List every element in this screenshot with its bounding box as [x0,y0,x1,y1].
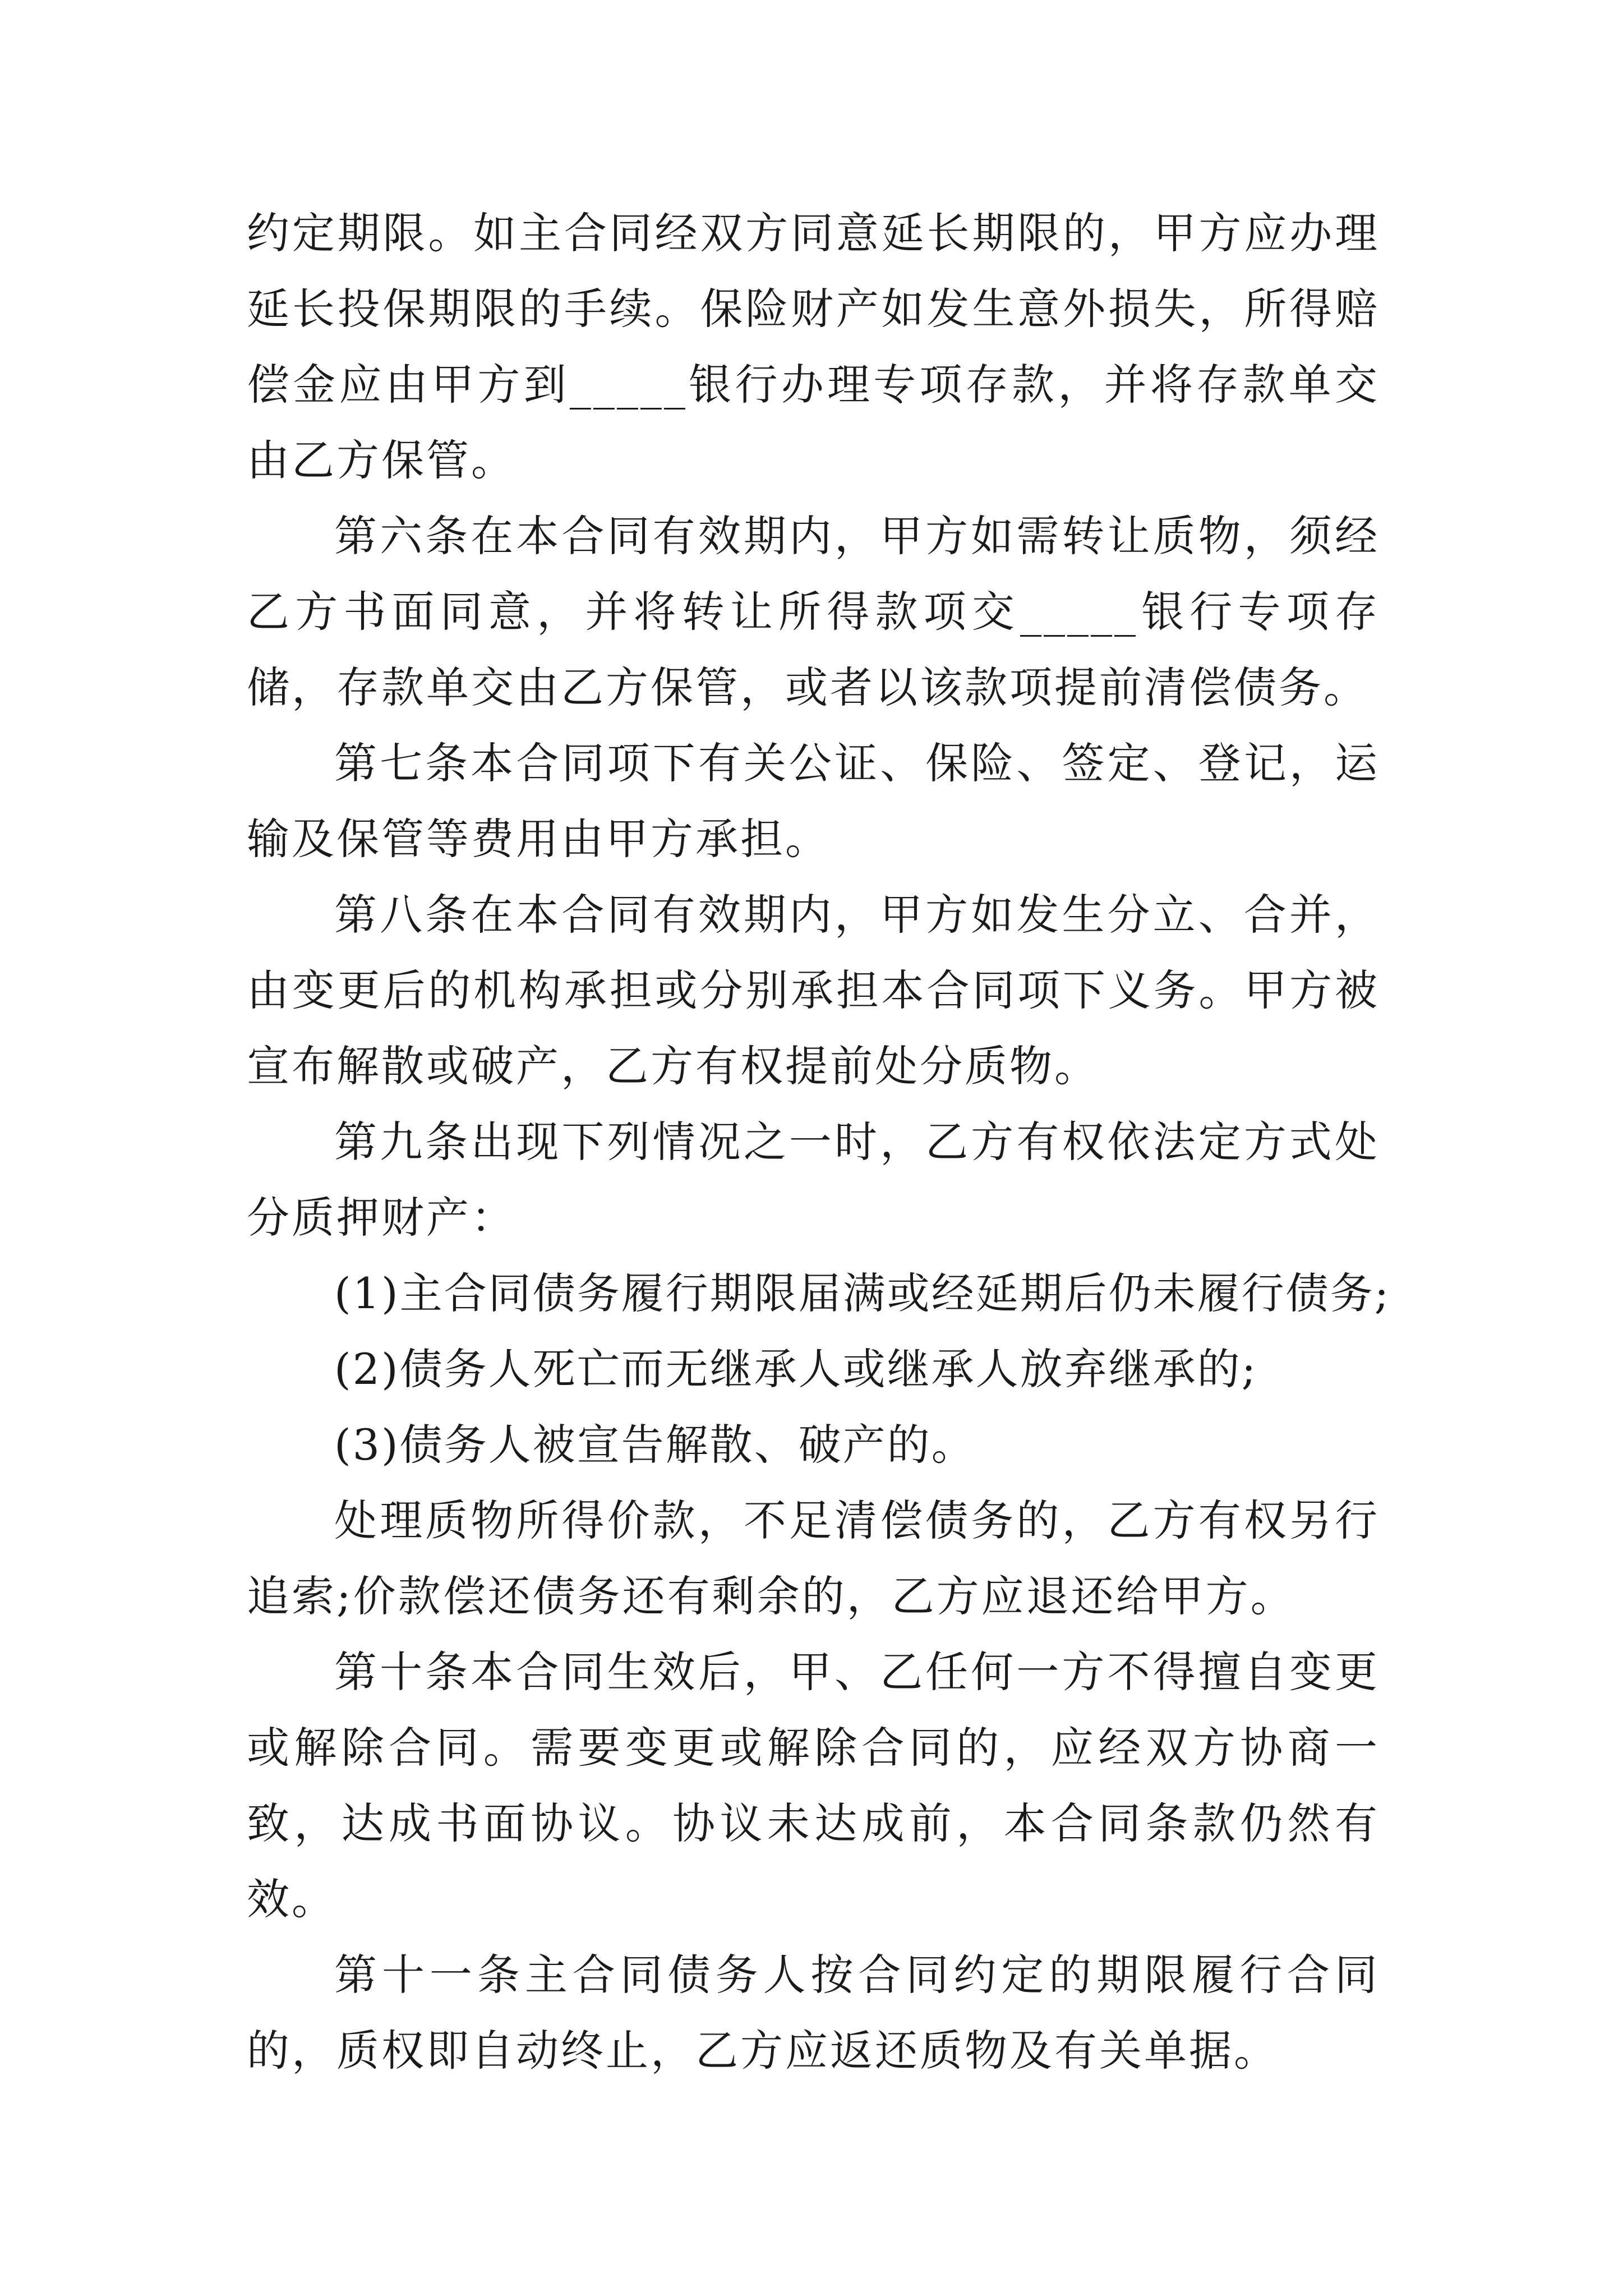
list-item-3: (3)债务人被宣告解散、破产的。 [334,1420,976,1470]
paragraph-article-10: 第十条本合同生效后，甲、乙任何一方不得擅自变更或解除合同。需要变更或解除合同的，应经双方协商一致，达成书面协议。协议未达成前，本合同条款仍然有效。 [247,1647,1380,1924]
paragraph-article-7: 第七条本合同项下有关公证、保险、签定、登记，运输及保管等费用由甲方承担。 [247,738,1380,864]
paragraph-article-8: 第八条在本合同有效期内，甲方如发生分立、合并，由变更后的机构承担或分别承担本合同项下义务。甲方被宣布解散或破产，乙方有权提前处分质物。 [247,890,1380,1091]
paragraph-article-6: 第六条在本合同有效期内，甲方如需转让质物，须经乙方书面同意，并将转让所得款项交_____银行专项存储，存款单交由乙方保管，或者以该款项提前清偿债务。 [247,511,1380,712]
list-item-1: (1)主合同债务履行期限届满或经延期后仍未履行债务; [334,1268,1391,1318]
paragraph-article-9: 第九条出现下列情况之一时，乙方有权依法定方式处分质押财产： [247,1117,1380,1243]
paragraph-disposal-proceeds: 处理质物所得价款，不足清偿债务的，乙方有权另行追索;价款偿还债务还有剩余的，乙方应退还给甲方。 [247,1496,1380,1621]
paragraph-article-11: 第十一条主合同债务人按合同约定的期限履行合同的，质权即自动终止，乙方应返还质物及有关单据。 [247,1950,1380,2076]
document-body [247,195,1391,2088]
paragraph-continuation: 约定期限。如主合同经双方同意延长期限的，甲方应办理延长投保期限的手续。保险财产如发生意外损失，所得赔偿金应由甲方到_____银行办理专项存款，并将存款单交由乙方保管。 [247,208,1380,485]
list-item-2: (2)债务人死亡而无继承人或继承人放弃继承的; [334,1344,1258,1394]
